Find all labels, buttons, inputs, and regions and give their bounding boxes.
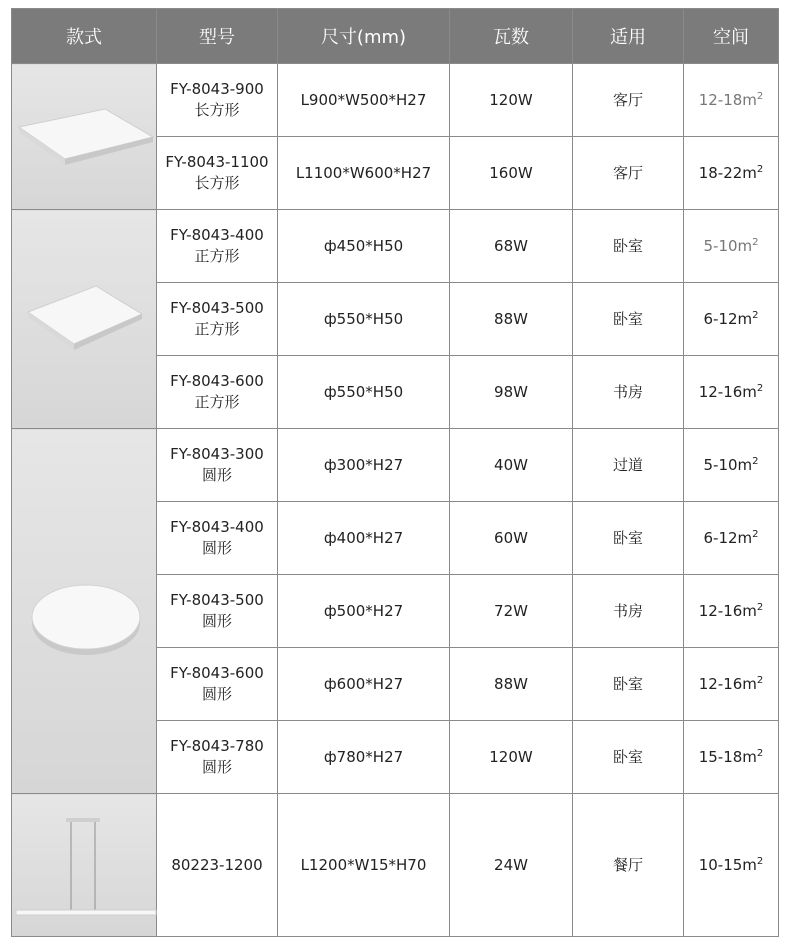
size-cell: ф300*H27 <box>278 429 450 502</box>
model-cell: FY-8043-1100 长方形 <box>157 137 278 210</box>
room-cell: 卧室 <box>573 721 684 794</box>
space-cell: $15-18m^2$ <box>684 721 779 794</box>
space-cell: $18-22m^2$ <box>684 137 779 210</box>
model-cell: FY-8043-400 正方形 <box>157 210 278 283</box>
model-cell: FY-8043-500 圆形 <box>157 575 278 648</box>
model-cell: FY-8043-500 正方形 <box>157 283 278 356</box>
space-cell: $6-12m^2$ <box>684 283 779 356</box>
room-cell: 书房 <box>573 356 684 429</box>
watt-cell: 98W <box>450 356 573 429</box>
table-header-row <box>12 9 779 64</box>
room-cell: 客厅 <box>573 64 684 137</box>
lamp-image-cell <box>12 210 157 429</box>
space-cell: $12-16m^2$ <box>684 356 779 429</box>
lamp-image-cell <box>12 794 157 937</box>
header-use: 适用 <box>573 9 684 64</box>
table-row <box>12 64 779 137</box>
size-cell: L900*W500*H27 <box>278 64 450 137</box>
model-cell: FY-8043-600 圆形 <box>157 648 278 721</box>
square-ceiling-light-icon <box>26 282 144 352</box>
model-cell: FY-8043-900 长方形 <box>157 64 278 137</box>
watt-cell: 88W <box>450 648 573 721</box>
space-cell: $5-10m^2$ <box>684 210 779 283</box>
lamp-image-cell <box>12 64 157 210</box>
watt-cell: 60W <box>450 502 573 575</box>
room-cell: 卧室 <box>573 648 684 721</box>
space-cell: $12-16m^2$ <box>684 648 779 721</box>
watt-cell: 72W <box>450 575 573 648</box>
header-model: 型号 <box>157 9 278 64</box>
model-cell: FY-8043-780 圆形 <box>157 721 278 794</box>
size-cell: ф780*H27 <box>278 721 450 794</box>
lamp-image-cell <box>12 429 157 794</box>
watt-cell: 68W <box>450 210 573 283</box>
size-cell: ф500*H27 <box>278 575 450 648</box>
round-ceiling-light-icon <box>30 577 142 657</box>
header-style: 款式 <box>12 9 157 64</box>
room-cell: 餐厅 <box>573 794 684 937</box>
space-cell: $10-15m^2$ <box>684 794 779 937</box>
rectangular-ceiling-light-icon <box>17 107 155 169</box>
room-cell: 卧室 <box>573 210 684 283</box>
size-cell: L1100*W600*H27 <box>278 137 450 210</box>
linear-pendant-light-icon <box>14 816 158 926</box>
room-cell: 客厅 <box>573 137 684 210</box>
size-cell: L1200*W15*H70 <box>278 794 450 937</box>
size-cell: ф400*H27 <box>278 502 450 575</box>
model-cell: 80223-1200 <box>157 794 278 937</box>
watt-cell: 160W <box>450 137 573 210</box>
space-cell: $12-16m^2$ <box>684 575 779 648</box>
room-cell: 书房 <box>573 575 684 648</box>
watt-cell: 40W <box>450 429 573 502</box>
table-row <box>12 429 779 502</box>
table-row <box>12 210 779 283</box>
product-spec-table <box>11 8 779 937</box>
watt-cell: 120W <box>450 64 573 137</box>
space-cell: $6-12m^2$ <box>684 502 779 575</box>
size-cell: ф450*H50 <box>278 210 450 283</box>
header-space: 空间 <box>684 9 779 64</box>
watt-cell: 88W <box>450 283 573 356</box>
room-cell: 过道 <box>573 429 684 502</box>
room-cell: 卧室 <box>573 283 684 356</box>
size-cell: ф550*H50 <box>278 283 450 356</box>
header-watt: 瓦数 <box>450 9 573 64</box>
size-cell: ф600*H27 <box>278 648 450 721</box>
size-cell: ф550*H50 <box>278 356 450 429</box>
watt-cell: 120W <box>450 721 573 794</box>
model-cell: FY-8043-400 圆形 <box>157 502 278 575</box>
room-cell: 卧室 <box>573 502 684 575</box>
model-cell: FY-8043-600 正方形 <box>157 356 278 429</box>
header-size: 尺寸(mm) <box>278 9 450 64</box>
space-cell: $5-10m^2$ <box>684 429 779 502</box>
watt-cell: 24W <box>450 794 573 937</box>
space-cell: $12-18m^2$ <box>684 64 779 137</box>
table-row <box>12 794 779 937</box>
model-cell: FY-8043-300 圆形 <box>157 429 278 502</box>
